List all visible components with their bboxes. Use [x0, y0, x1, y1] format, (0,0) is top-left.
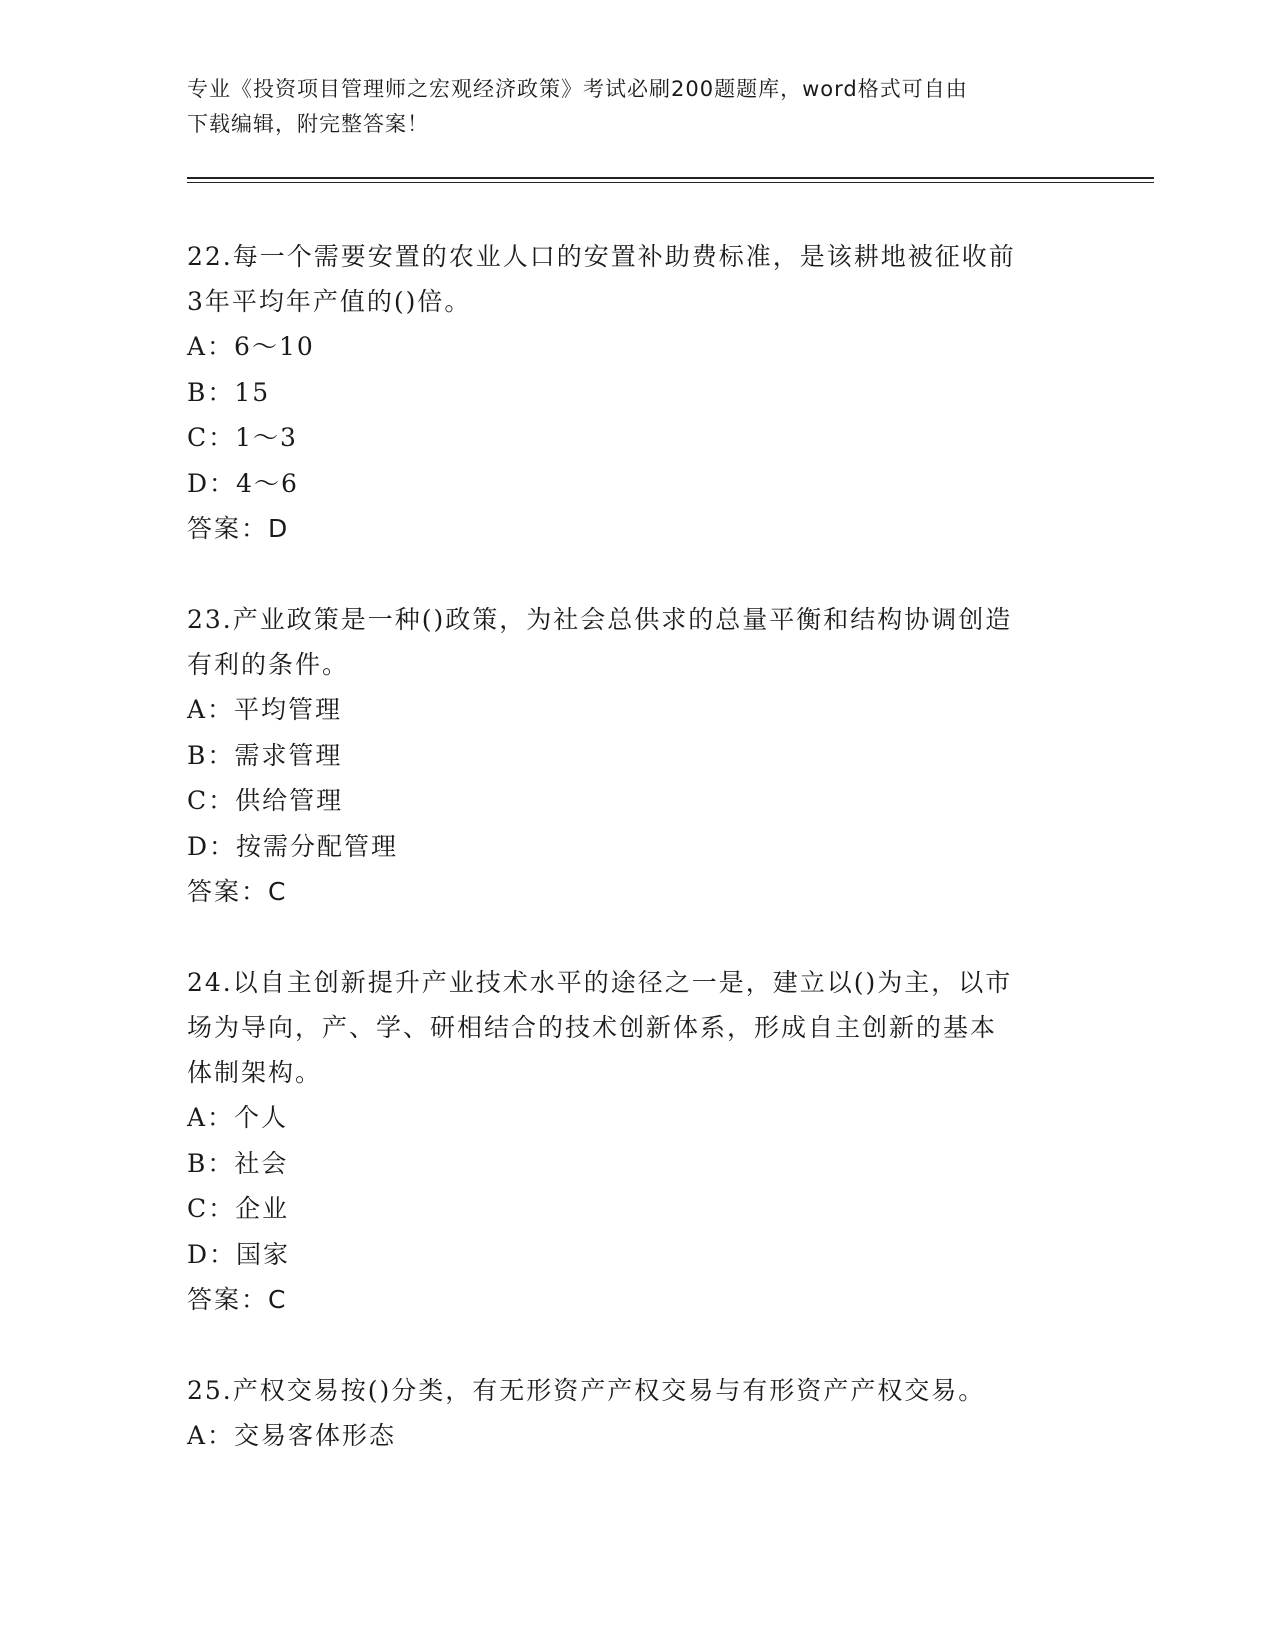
header-line-1: 专业《投资项目管理师之宏观经济政策》考试必刷200题题库，word格式可自由: [187, 77, 968, 101]
option-c: C：企业: [187, 1194, 290, 1223]
option-b: B：社会: [187, 1148, 289, 1178]
option-c: C：1～3: [187, 423, 298, 452]
question-23: [187, 597, 1087, 914]
option-b: B：需求管理: [187, 740, 343, 770]
option-a: A：交易客体形态: [187, 1421, 397, 1450]
question-stem: 有利的条件。: [187, 650, 350, 679]
header-rule-bottom: [187, 182, 1154, 183]
option-d: D：4～6: [187, 468, 299, 498]
answer: 答案：D: [187, 514, 290, 543]
question-stem: 24.以自主创新提升产业技术水平的途径之一是，建立以()为主，以市: [187, 968, 1013, 997]
question-stem: 3年平均年产值的()倍。: [187, 287, 472, 316]
question-list: [187, 234, 1087, 1505]
question-stem: 23.产业政策是一种()政策，为社会总供求的总量平衡和结构协调创造: [187, 605, 1013, 634]
answer: 答案：C: [187, 877, 288, 906]
question-24: [187, 960, 1087, 1322]
option-d: D：按需分配管理: [187, 831, 399, 861]
option-b: B：15: [187, 377, 271, 407]
question-stem: 体制架构。: [187, 1058, 323, 1087]
option-d: D：国家: [187, 1239, 291, 1269]
question-25: [187, 1368, 1087, 1459]
header-rule-top: [187, 177, 1154, 179]
question-22: [187, 234, 1087, 551]
question-stem: 场为导向，产、学、研相结合的技术创新体系，形成自主创新的基本: [187, 1013, 998, 1042]
option-a: A：个人: [187, 1103, 289, 1132]
document-header: [187, 72, 1067, 142]
answer: 答案：C: [187, 1285, 288, 1314]
option-a: A：平均管理: [187, 695, 343, 724]
option-a: A：6～10: [187, 332, 315, 361]
header-line-2: 下载编辑，附完整答案！: [187, 112, 429, 136]
question-stem: 22.每一个需要安置的农业人口的安置补助费标准，是该耕地被征收前: [187, 242, 1016, 271]
option-c: C：供给管理: [187, 786, 344, 815]
question-stem: 25.产权交易按()分类，有无形资产产权交易与有形资产产权交易。: [187, 1376, 986, 1405]
